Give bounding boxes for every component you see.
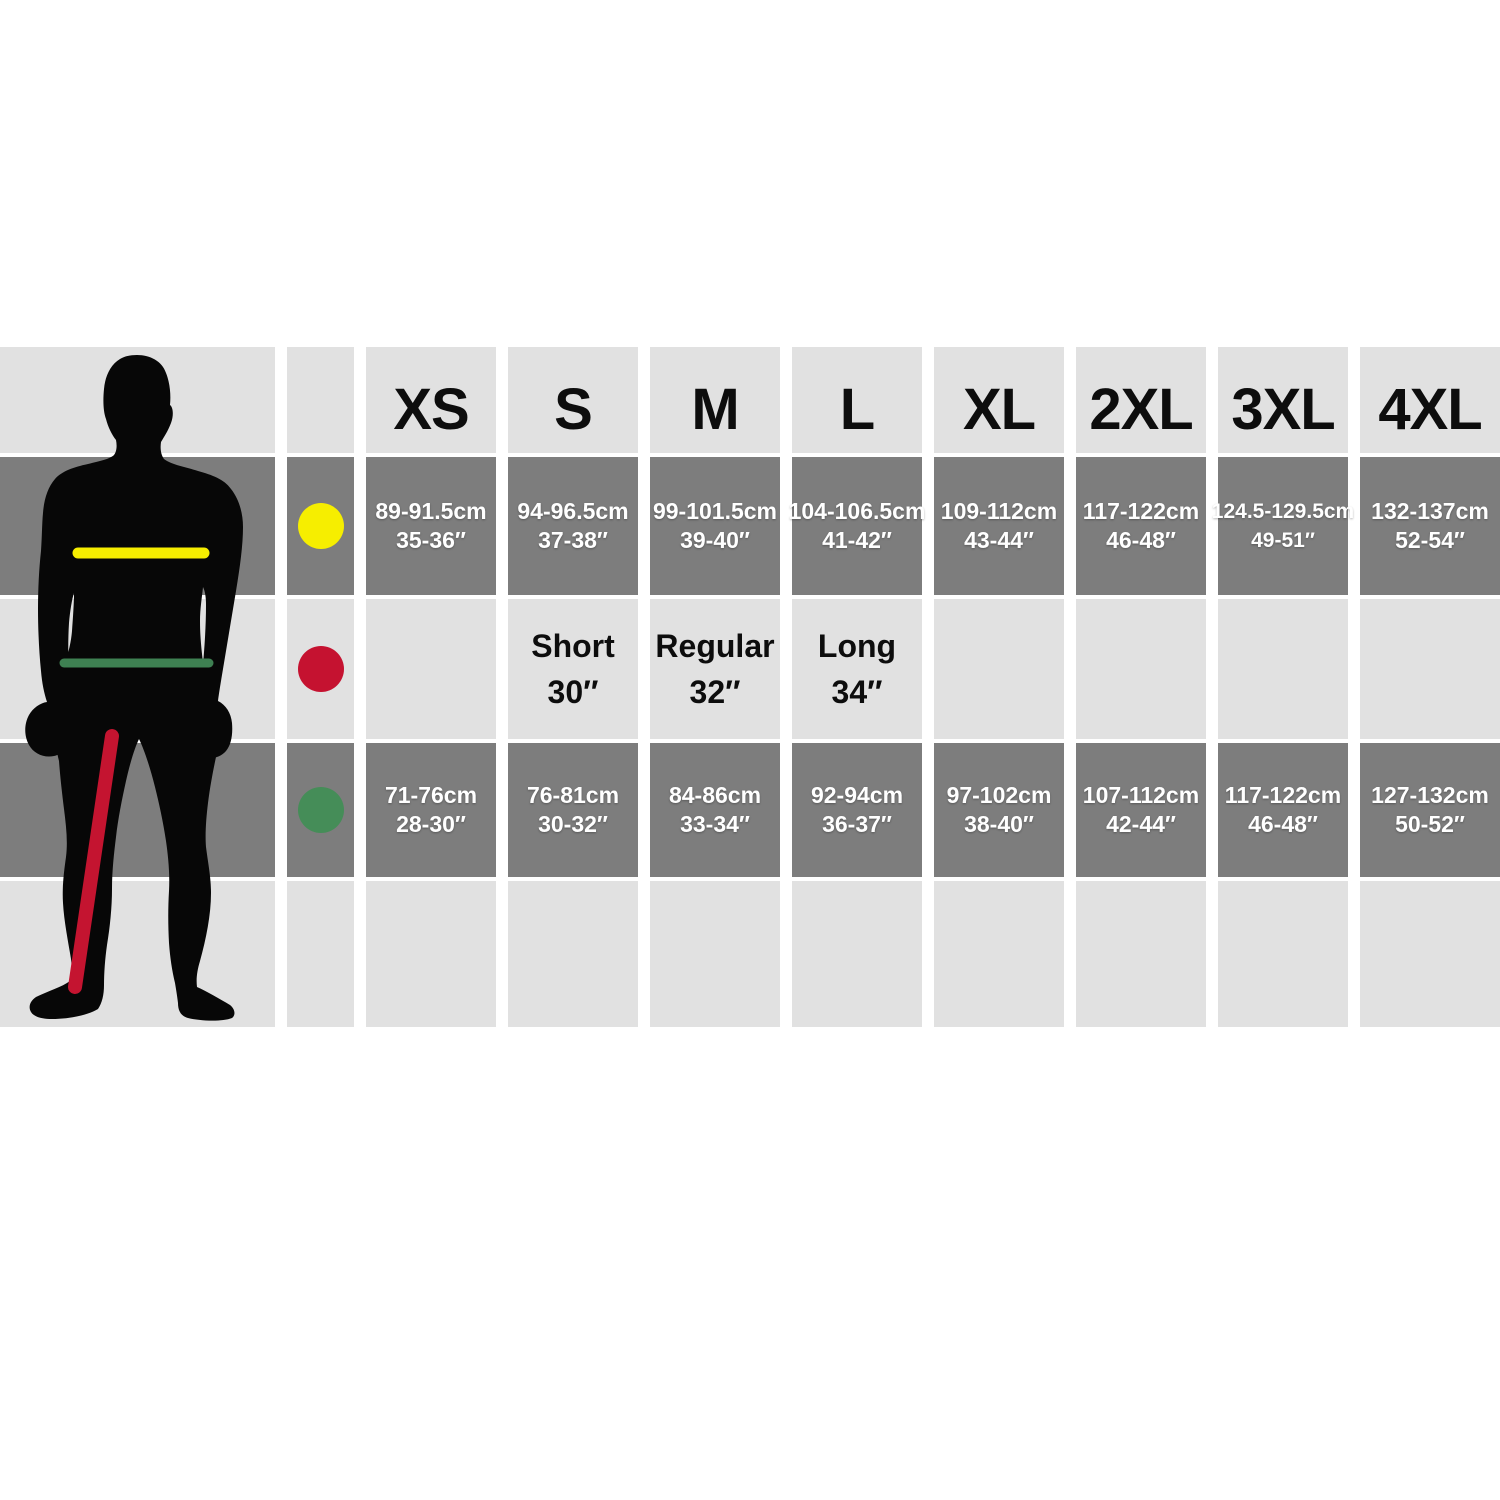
legend-bottom-spacer xyxy=(287,881,354,1027)
figure-band-bottom-spacer xyxy=(0,881,275,1027)
figure-band-waist xyxy=(0,743,275,877)
chest-value-primary: 104-106.5cm xyxy=(788,498,926,524)
size-header-3xl: 3XL xyxy=(1218,347,1348,453)
cell-inside-leg-m xyxy=(650,599,780,739)
chest-value-primary: 117-122cm xyxy=(1082,498,1200,524)
chest-value-primary: 89-91.5cm xyxy=(375,498,487,524)
cell-chest-xs xyxy=(366,457,496,595)
cell-chest-xl xyxy=(934,457,1064,595)
waist-value-primary: 71-76cm xyxy=(384,782,478,808)
waist-value-primary: 92-94cm xyxy=(810,782,904,808)
cell-inside-leg-xs xyxy=(366,599,496,739)
chest-value-secondary: 39-40″ xyxy=(680,527,750,553)
cell-inside-leg-xl xyxy=(934,599,1064,739)
cell-chest-3xl xyxy=(1211,457,1355,595)
cell-waist-4xl xyxy=(1360,743,1500,877)
waist-value-secondary: 28-30″ xyxy=(396,811,466,837)
cell-bottom-spacer-xs xyxy=(366,881,496,1027)
cell-inside-leg-2xl xyxy=(1076,599,1206,739)
waist-value-secondary: 36-37″ xyxy=(822,811,892,837)
cell-bottom-spacer-s xyxy=(508,881,638,1027)
legend-waist xyxy=(287,743,354,877)
size-header-s: S xyxy=(508,347,638,453)
waist-value-secondary: 50-52″ xyxy=(1395,811,1465,837)
cell-waist-2xl xyxy=(1076,743,1206,877)
cell-chest-4xl xyxy=(1360,457,1500,595)
waist-value-secondary: 30-32″ xyxy=(538,811,608,837)
cell-inside-leg-4xl xyxy=(1360,599,1500,739)
inside-leg-value-secondary: 34″ xyxy=(831,674,883,710)
size-header-m: M xyxy=(650,347,780,453)
cell-bottom-spacer-3xl xyxy=(1218,881,1348,1027)
cell-chest-2xl xyxy=(1076,457,1206,595)
inside-leg-value-primary: Short xyxy=(531,628,615,664)
cell-chest-m xyxy=(650,457,780,595)
chest-value-secondary: 46-48″ xyxy=(1106,527,1176,553)
size-table xyxy=(0,347,1500,1027)
waist-value-primary: 76-81cm xyxy=(526,782,620,808)
cell-waist-xs xyxy=(366,743,496,877)
cell-chest-l xyxy=(788,457,926,595)
cell-bottom-spacer-m xyxy=(650,881,780,1027)
legend-inside-leg xyxy=(287,599,354,739)
waist-value-primary: 97-102cm xyxy=(946,782,1052,808)
chest-value-primary: 109-112cm xyxy=(940,498,1058,524)
cell-bottom-spacer-4xl xyxy=(1360,881,1500,1027)
size-header-xl: XL xyxy=(934,347,1064,453)
cell-bottom-spacer-xl xyxy=(934,881,1064,1027)
inside-leg-dot-icon xyxy=(298,646,344,692)
size-header-l: L xyxy=(792,347,922,453)
cell-inside-leg-l xyxy=(792,599,922,739)
chest-value-secondary: 52-54″ xyxy=(1395,527,1465,553)
cell-waist-m xyxy=(650,743,780,877)
legend-chest xyxy=(287,457,354,595)
cell-bottom-spacer-2xl xyxy=(1076,881,1206,1027)
waist-dot-icon xyxy=(298,787,344,833)
chest-value-primary: 99-101.5cm xyxy=(652,498,778,524)
waist-value-secondary: 38-40″ xyxy=(964,811,1034,837)
cell-waist-l xyxy=(792,743,922,877)
inside-leg-value-secondary: 30″ xyxy=(547,674,599,710)
waist-value-secondary: 33-34″ xyxy=(680,811,750,837)
chest-value-secondary: 49-51″ xyxy=(1251,529,1315,552)
cell-inside-leg-s xyxy=(508,599,638,739)
chest-dot-icon xyxy=(298,503,344,549)
chest-value-secondary: 37-38″ xyxy=(538,527,608,553)
size-header-4xl: 4XL xyxy=(1360,347,1500,453)
figure-band-inside-leg xyxy=(0,599,275,739)
size-header-2xl: 2XL xyxy=(1076,347,1206,453)
cell-waist-3xl xyxy=(1218,743,1348,877)
size-header-xs: XS xyxy=(366,347,496,453)
chest-value-primary: 132-137cm xyxy=(1371,498,1489,524)
chest-value-primary: 94-96.5cm xyxy=(517,498,629,524)
cell-bottom-spacer-l xyxy=(792,881,922,1027)
waist-value-secondary: 42-44″ xyxy=(1106,811,1176,837)
inside-leg-value-primary: Long xyxy=(817,628,897,664)
cell-chest-s xyxy=(508,457,638,595)
cell-waist-s xyxy=(508,743,638,877)
waist-value-primary: 107-112cm xyxy=(1082,782,1200,808)
chest-value-secondary: 41-42″ xyxy=(822,527,892,553)
waist-value-primary: 117-122cm xyxy=(1224,782,1342,808)
figure-band-chest xyxy=(0,457,275,595)
cell-waist-xl xyxy=(934,743,1064,877)
waist-value-secondary: 46-48″ xyxy=(1248,811,1318,837)
waist-value-primary: 127-132cm xyxy=(1371,782,1489,808)
chest-value-primary: 124.5-129.5cm xyxy=(1211,500,1355,523)
chest-value-secondary: 43-44″ xyxy=(964,527,1034,553)
cell-inside-leg-3xl xyxy=(1218,599,1348,739)
waist-value-primary: 84-86cm xyxy=(668,782,762,808)
chest-value-secondary: 35-36″ xyxy=(396,527,466,553)
legend-header-cell xyxy=(287,347,354,453)
figure-band-header xyxy=(0,347,275,453)
inside-leg-value-secondary: 32″ xyxy=(689,674,741,710)
inside-leg-value-primary: Regular xyxy=(655,628,775,664)
